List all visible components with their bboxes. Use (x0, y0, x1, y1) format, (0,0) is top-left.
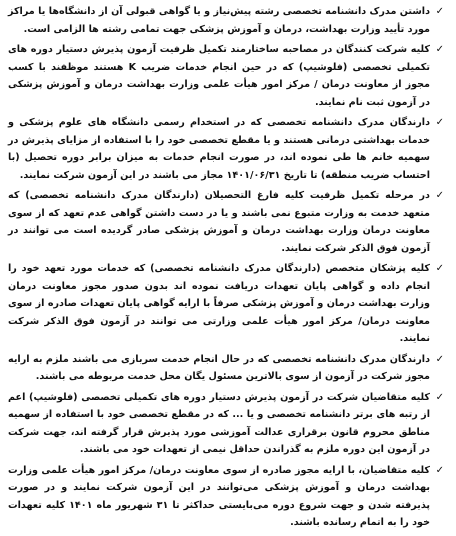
checkmark-icon: ✓ (435, 44, 444, 55)
list-item-top-rank-volunteers (8, 389, 444, 459)
list-item-text: کلیه شرکت کنندگان در مصاحبه ساختارمند تکمیل ظرفیت آزمون پذیرش دستیار دوره های تکمیلی تخصصی (فلوشیپ) که در حین انجام خدمات ضریب K هستند موظفند با کسب مجوز از معاونت درمان / مرکز امور هیأت علمی وزارت بهداشت درمان و آموزش پزشکی در آزمون ثبت نام نمایند. (8, 44, 430, 108)
list-item-text: کلیه متقاضیان شرکت در آزمون پذیرش دستیار دوره های تکمیلی تخصصی (فلوشیپ) اعم از رتبه های برتر دانشنامه تخصصی و یا ... که در مقطع تخصصی خود با استفاده از سهمیه مناطق محروم قانون برقراری عدالت آموزشی مورد پذیرش قرار گرفته اند، جهت شرکت در آزمون این دوره ملزم به گذراندن حداقل نیمی از تعهدات خود می باشند. (8, 391, 430, 455)
list-item-employed-specialists (8, 114, 444, 184)
checkmark-icon: ✓ (435, 464, 444, 476)
list-item-military-service (8, 351, 444, 386)
list-item-text: دارندگان مدرک دانشنامه تخصصی که در استخدام رسمی دانشگاه های علوم پزشکی و خدمات بهداشتی درمانی هستند و یا مقطع تخصصی خود را با استفاده از مزایای پذیرش در سهمیه خانم ها طی نموده اند، در صورت انجام خدمات به میزان برابر دوره تحصیل (با احتساب ضریب منطقه) تا تاریخ ۱۴۰۱/۰۶/۳۱ مجاز می باشند در این آزمون شرکت نمایند. (8, 117, 430, 181)
checkmark-icon: ✓ (435, 117, 444, 128)
list-item-text: در مرحله تکمیل ظرفیت کلیه فارغ التحصیلان (دارندگان مدرک دانشنامه تخصصی) که متعهد خدمت به وزارت متبوع نمی باشند و یا در دست داشتن گواهی عدم تعهد که از سوی معاونت درمان وزارت بهداشت درمان و آموزش پزشکی صادر گردیده است می توانند در آزمون فوق الذکر شرکت نمایند. (8, 190, 430, 254)
checkmark-icon: ✓ (435, 6, 444, 17)
list-item-k-coefficient-interview (8, 41, 444, 111)
list-item-completed-service-certificate (8, 260, 444, 348)
eligibility-conditions-list (8, 3, 444, 532)
checkmark-icon: ✓ (435, 190, 444, 201)
checkmark-icon: ✓ (435, 391, 444, 403)
list-item-text: کلیه متقاضیان، با ارایه مجوز صادره از سوی معاونت درمان/ مرکز امور هیأت علمی وزارت بهداشت درمان و آموزش پزشکی می‌توانند در این آزمون شرکت نمایند و در صورت پذیرفته شدن و جهت شروع دوره می‌بایستی حداکثر تا ۳۱ شهریور ماه ۱۴۰۱ کلیه تعهدات خود را به اتمام رسانده باشند. (8, 464, 430, 528)
list-item-text: دارندگان مدرک دانشنامه تخصصی که در حال انجام خدمت سربازی می باشند ملزم به ارایه مجوز شرکت در آزمون از سوی بالاترین مسئول یگان محل خدمت مربوطه می باشند. (8, 353, 430, 382)
list-item-capacity-completion (8, 187, 444, 257)
checkmark-icon: ✓ (435, 353, 444, 365)
checkmark-icon: ✓ (435, 263, 444, 274)
list-item-permit-obligations (8, 462, 444, 532)
list-item-graduate-degree-eligibility (8, 3, 444, 38)
list-item-text: داشتن مدرک دانشنامه تخصصی رشته پیش‌نیاز و یا گواهی قبولی آن از دانشگاه‌ها یا مراکز مورد تأیید وزارت بهداشت، درمان و آموزش پزشکی جهت تمامی رشته ها الزامی است. (8, 6, 430, 35)
list-item-text: کلیه پزشکان متخصص (دارندگان مدرک دانشنامه تخصصی) که خدمات مورد تعهد خود را انجام داده و گواهی پایان تعهدات دریافت نموده اند بدون صدور مجوز معاونت درمان وزارت بهداشت درمان و آموزش پزشکی صرفاً با ارایه گواهی پایان تعهدات صادره از سوی معاونت درمان/ مرکز امور هیأت علمی وزارتی می توانند در آزمون فوق الذکر شرکت نمایند. (8, 263, 430, 344)
